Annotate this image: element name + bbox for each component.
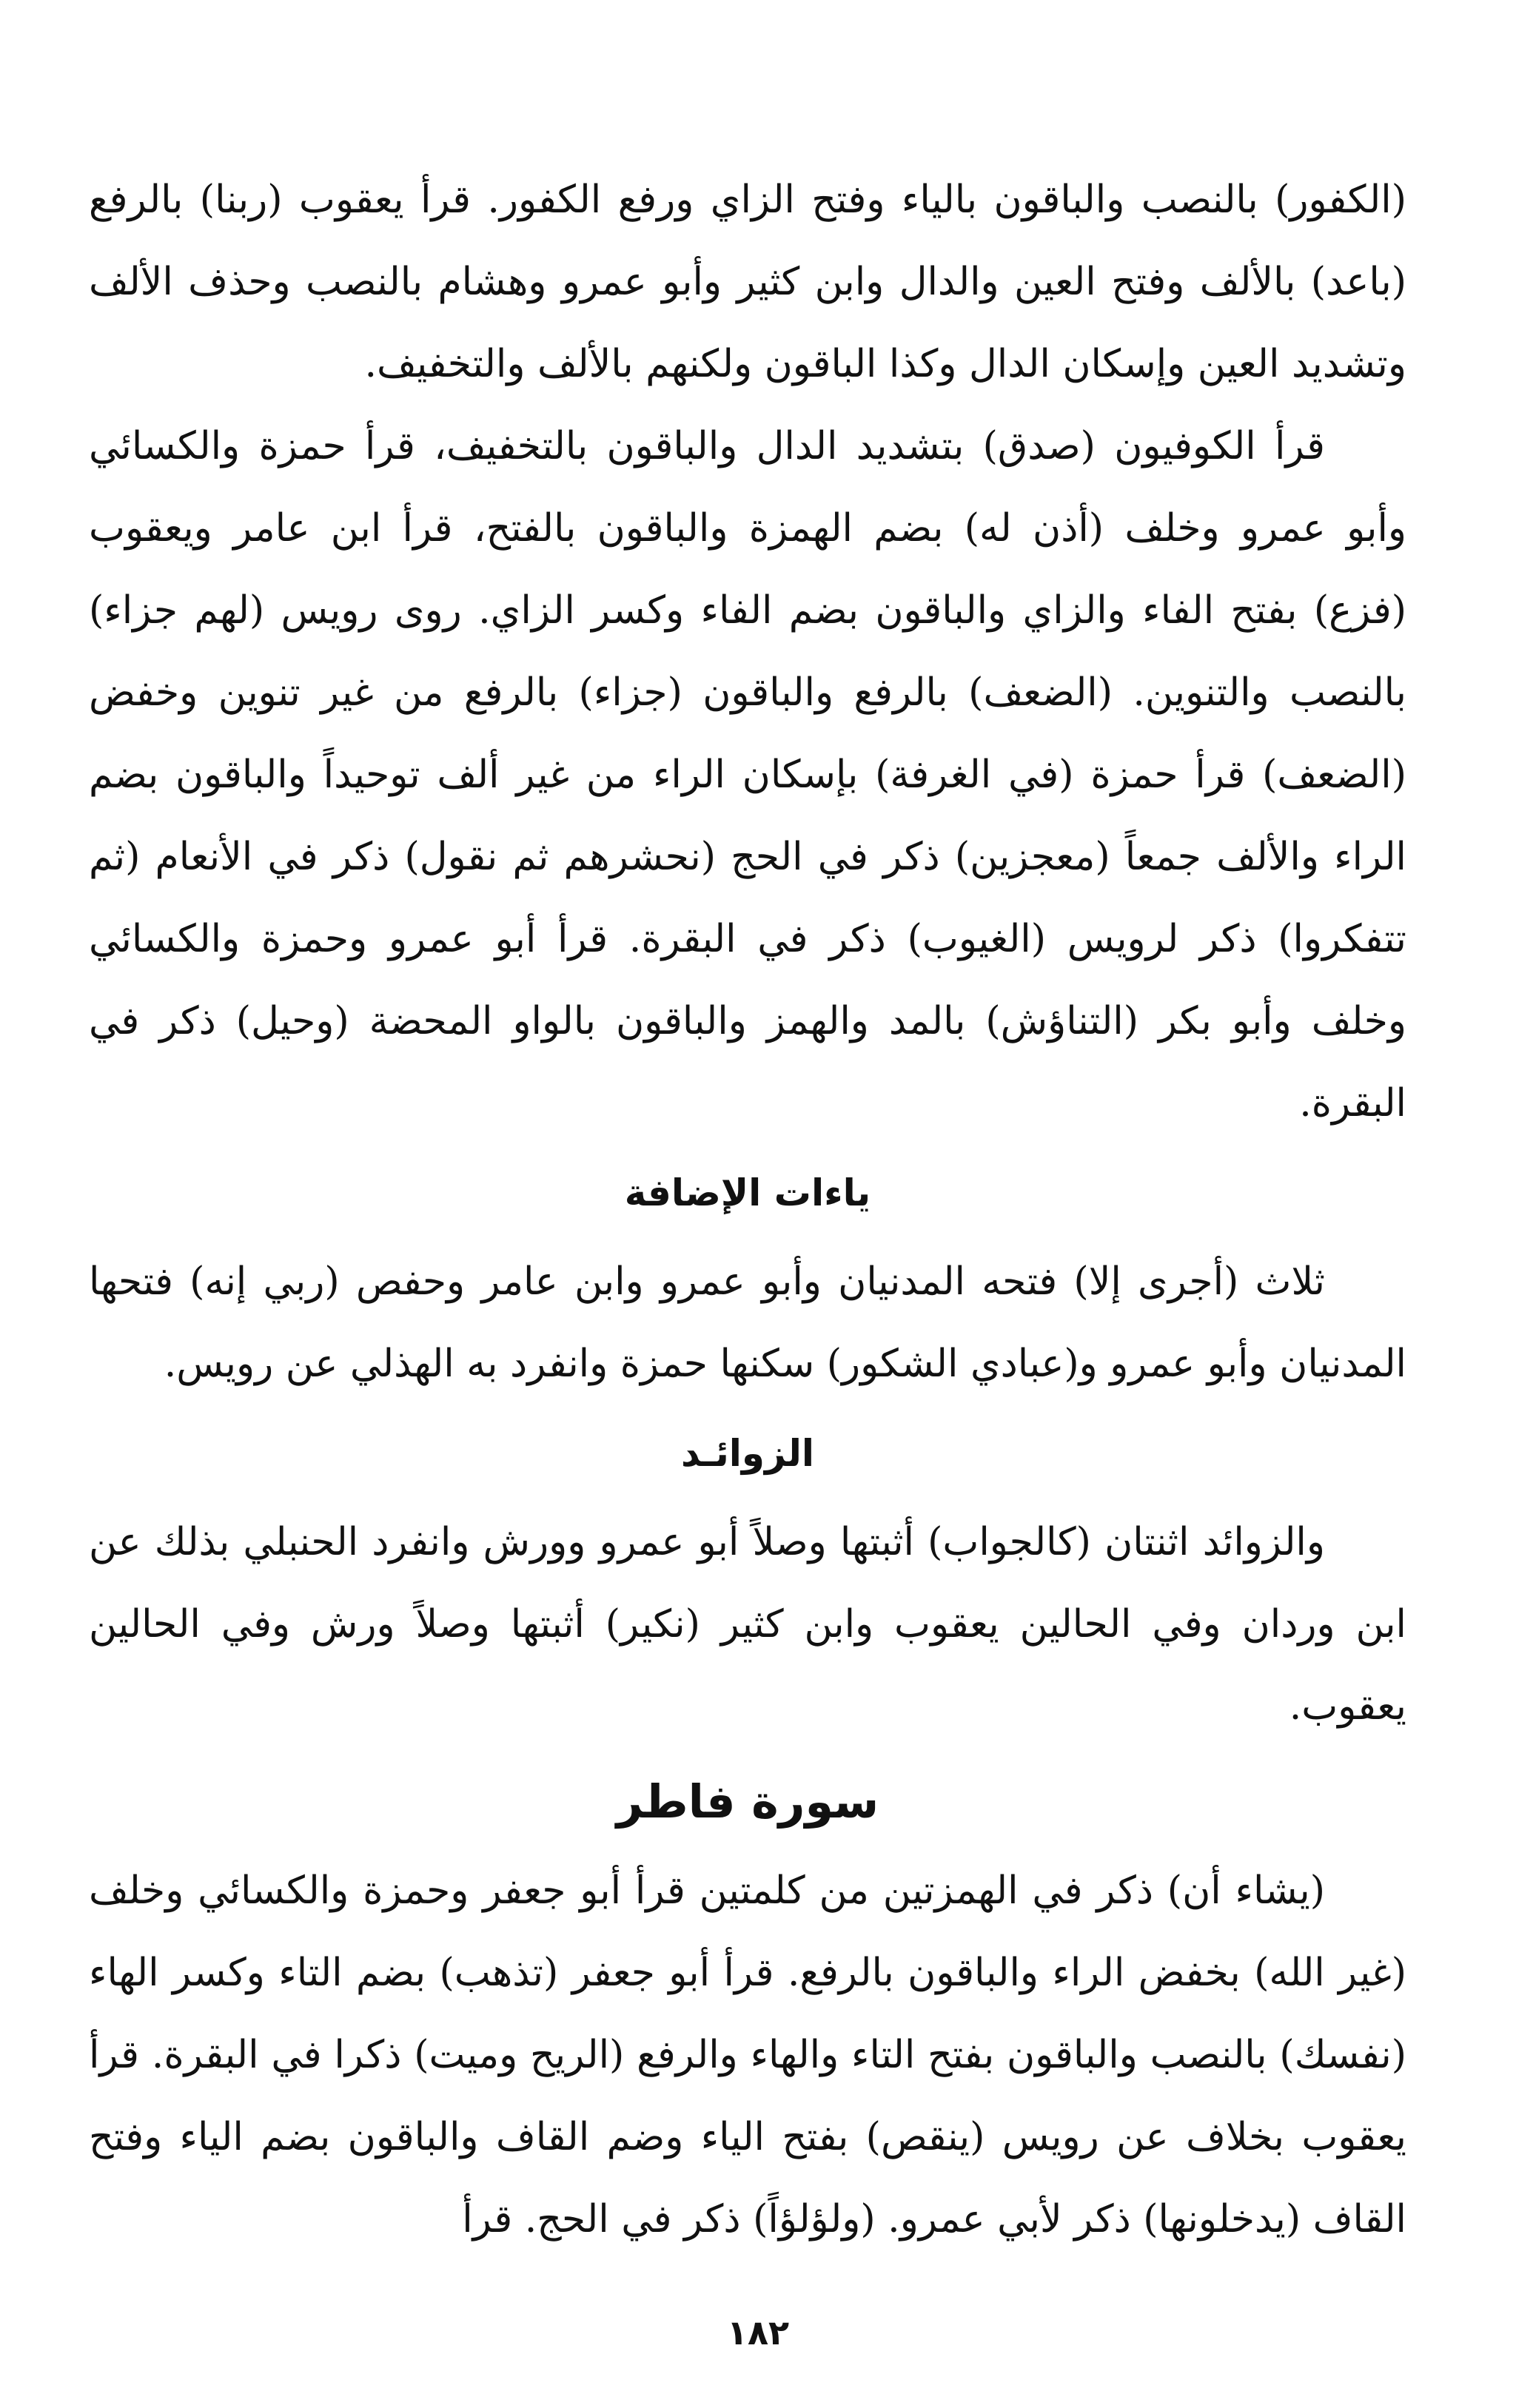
page-body xyxy=(89,159,1406,2261)
paragraph-1: (الكفور) بالنصب والباقون بالياء وفتح الزاي ورفع الكفور. قرأ يعقوب (ربنا) بالرفع (باعد) بالألف وفتح العين والدال وابن كثير وأبو عمرو وهشام بالنصب وحذف الألف وتشديد العين وإسكان الدال وكذا الباقون ولكنهم بالألف والتخفيف. xyxy=(89,178,1406,386)
surah-title: سورة فاطر xyxy=(616,1775,879,1829)
section-heading-zawaid: الزوائـد xyxy=(681,1432,814,1475)
paragraph-3: ثلاث (أجرى إلا) فتحه المدنيان وأبو عمرو وابن عامر وحفص (ربي إنه) فتحها المدنيان وأبو عمرو و(عبادي الشكور) سكنها حمزة وانفرد به الهذلي عن رويس. xyxy=(89,1260,1406,1386)
page-number: ١٨٢ xyxy=(726,2313,790,2352)
section-heading-yaat-al-idafa: ياءات الإضافة xyxy=(624,1171,871,1214)
paragraph-2: قرأ الكوفيون (صدق) بتشديد الدال والباقون بالتخفيف، قرأ حمزة والكسائي وأبو عمرو وخلف (أذن له) بضم الهمزة والباقون بالفتح، قرأ ابن عامر ويعقوب (فزع) بفتح الفاء والزاي والباقون بضم الفاء وكسر الزاي. روى رويس (لهم جزاء) بالنصب والتنوين. (الضعف) بالرفع والباقون (جزاء) بالرفع من غير تنوين وخفض (الضعف) قرأ حمزة (في الغرفة) بإسكان الراء من غير ألف توحيداً والباقون بضم الراء والألف جمعاً (معجزين) ذكر في الحج (نحشرهم ثم نقول) ذكر في الأنعام (ثم تتفكروا) ذكر لرويس (الغيوب) ذكر في البقرة. قرأ أبو عمرو وحمزة والكسائي وخلف وأبو بكر (التناؤش) بالمد والهمز والباقون بالواو المحضة (وحيل) ذكر في البقرة. xyxy=(89,424,1406,1126)
paragraph-5: (يشاء أن) ذكر في الهمزتين من كلمتين قرأ أبو جعفر وحمزة والكسائي وخلف (غير الله) بخفض الراء والباقون بالرفع. قرأ أبو جعفر (تذهب) بضم التاء وكسر الهاء (نفسك) بالنصب والباقون بفتح التاء والهاء والرفع (الريح وميت) ذكرا في البقرة. قرأ يعقوب بخلاف عن رويس (ينقص) بفتح الياء وضم القاف والباقون بضم الياء وفتح القاف (يدخلونها) ذكر لأبي عمرو. (ولؤلؤاً) ذكر في الحج. قرأ xyxy=(89,1869,1406,2241)
paragraph-4: والزوائد اثنتان (كالجواب) أثبتها وصلاً أبو عمرو وورش وانفرد الحنبلي بذلك عن ابن وردان وفي الحالين يعقوب وابن كثير (نكير) أثبتها وصلاً ورش وفي الحالين يعقوب. xyxy=(89,1520,1406,1729)
